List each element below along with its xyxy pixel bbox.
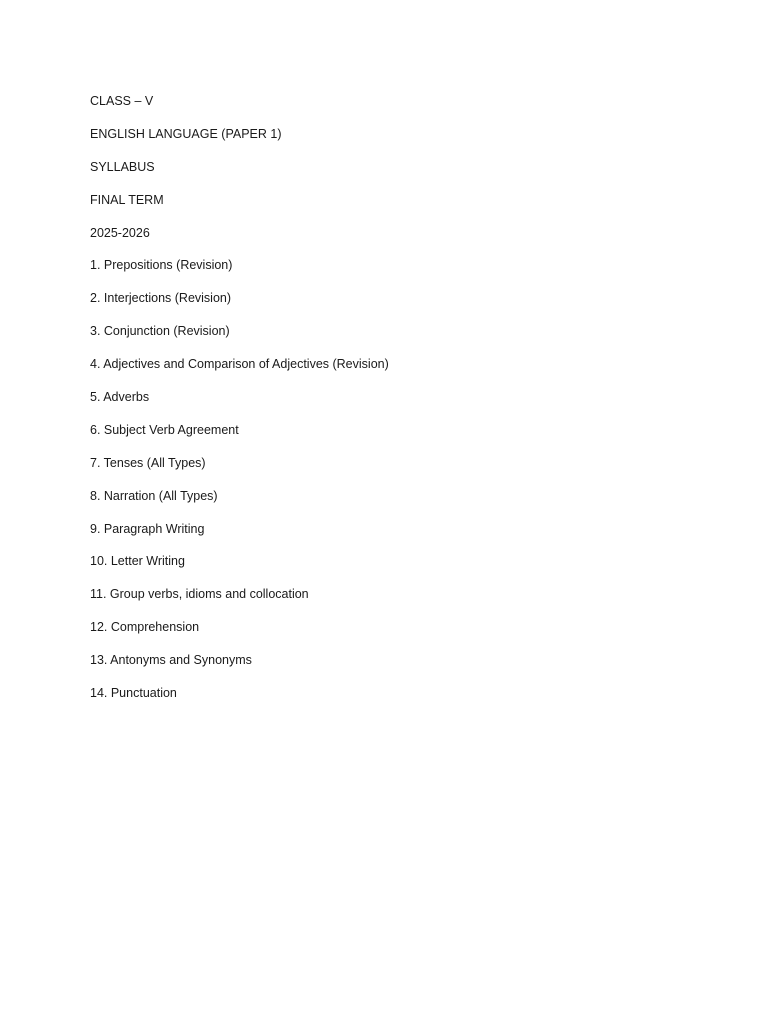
topic-item: 14. Punctuation [90, 686, 177, 701]
topic-item: 4. Adjectives and Comparison of Adjectives (Revision) [90, 357, 389, 372]
session-heading: 2025-2026 [90, 225, 150, 240]
topic-item: 2. Interjections (Revision) [90, 291, 232, 306]
subject-heading: ENGLISH LANGUAGE (PAPER 1) [90, 126, 282, 141]
syllabus-heading: SYLLABUS [90, 159, 155, 174]
document-page [90, 93, 690, 718]
term-heading: FINAL TERM [90, 192, 164, 207]
topic-list [90, 257, 690, 702]
topic-item: 6. Subject Verb Agreement [90, 422, 239, 437]
topic-item: 11. Group verbs, idioms and collocation [90, 587, 309, 602]
topic-item: 13. Antonyms and Synonyms [90, 653, 252, 668]
topic-item: 8. Narration (All Types) [90, 488, 218, 503]
topic-item: 10. Letter Writing [90, 554, 185, 569]
topic-item: 12. Comprehension [90, 620, 200, 635]
topic-item: 9. Paragraph Writing [90, 521, 205, 536]
topic-item: 3. Conjunction (Revision) [90, 324, 230, 339]
topic-item: 5. Adverbs [90, 390, 150, 405]
class-heading: CLASS – V [90, 94, 154, 108]
topic-item: 1. Prepositions (Revision) [90, 258, 233, 273]
topic-item: 7. Tenses (All Types) [90, 455, 206, 470]
